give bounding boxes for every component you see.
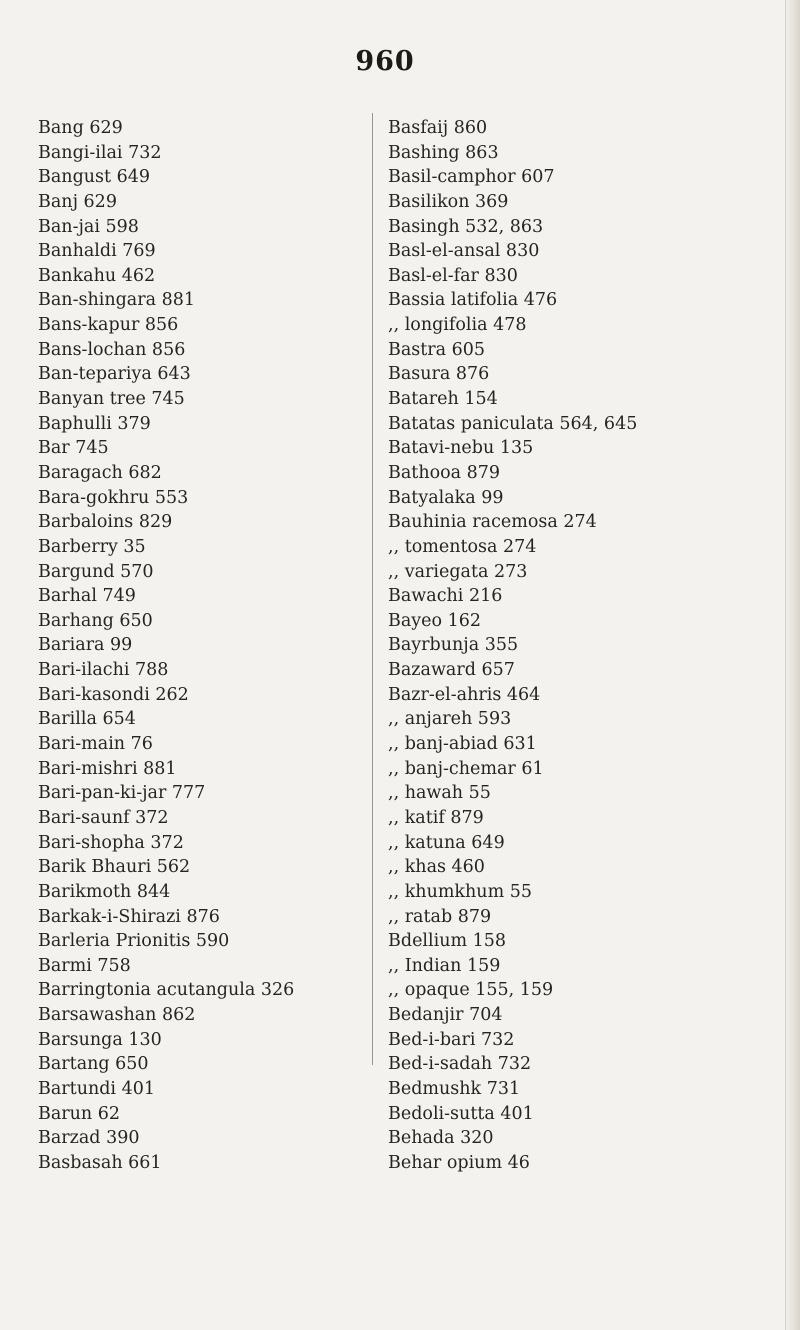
index-entry: Bathooa 879: [388, 462, 501, 483]
column-divider: [372, 113, 373, 1065]
index-entry: Bashing 863: [388, 142, 499, 163]
index-entry: ,, tomentosa 274: [388, 536, 537, 557]
index-entry: Barleria Prionitis 590: [38, 931, 230, 952]
index-entry: ,, hawah 55: [388, 783, 491, 804]
index-entry: Barilla 654: [38, 709, 136, 730]
index-entry: Basilikon 369: [388, 191, 509, 212]
index-entry: Bar 745: [38, 438, 109, 459]
index-entry: Batatas paniculata 564, 645: [388, 413, 638, 434]
index-entry: Bayrbunja 355: [388, 635, 519, 656]
index-entry: Bdellium 158: [388, 931, 507, 952]
index-column-right: [388, 116, 768, 1176]
index-entry: Ban-jai 598: [38, 216, 139, 237]
index-entry: Baragach 682: [38, 462, 162, 483]
index-entry: Barikmoth 844: [38, 881, 171, 902]
index-entry: ,, anjareh 593: [388, 709, 512, 730]
index-entry: Barun 62: [38, 1103, 121, 1124]
index-entry: Bang 629: [38, 118, 123, 138]
index-entry: Basbasah 661: [38, 1152, 162, 1173]
index-entry: Bara-gokhru 553: [38, 487, 189, 508]
index-entry: ,, katuna 649: [388, 832, 505, 853]
index-entry: Bankahu 462: [38, 265, 156, 286]
index-entry: Bari-kasondi 262: [38, 684, 189, 705]
index-entry: Bartang 650: [38, 1054, 149, 1075]
index-entry: Basura 876: [388, 364, 490, 385]
index-entry: Basl-el-ansal 830: [388, 241, 540, 262]
index-entry: Bari-pan-ki-jar 777: [38, 783, 206, 804]
index-entry: Bans-lochan 856: [38, 339, 186, 360]
index-entry: Barmi 758: [38, 955, 131, 976]
index-entry: ,, banj-chemar 61: [388, 758, 544, 779]
index-entry: Barkak-i-Shirazi 876: [38, 906, 220, 927]
index-entry: Basfaij 860: [388, 118, 488, 138]
index-entry: Banyan tree 745: [38, 389, 185, 410]
index-column-left: [38, 116, 368, 1176]
index-entry: Bedanjir 704: [388, 1005, 503, 1026]
index-entry: ,, ratab 879: [388, 906, 492, 927]
index-entry: ,, Indian 159: [388, 955, 501, 976]
index-entry: Barsawashan 862: [38, 1005, 196, 1026]
index-entry: Bedmushk 731: [388, 1078, 521, 1099]
index-entry: Barringtonia acutangula 326: [38, 980, 295, 1001]
index-entry: Batyalaka 99: [388, 487, 504, 508]
index-entry: Barsunga 130: [38, 1029, 162, 1050]
index-entry: Bed-i-sadah 732: [388, 1054, 532, 1075]
index-entry: Basingh 532, 863: [388, 216, 544, 237]
index-entry: Basl-el-far 830: [388, 265, 518, 286]
index-entry: ,, longifolia 478: [388, 315, 527, 336]
index-entry: Barik Bhauri 562: [38, 857, 191, 878]
index-entry: ,, khas 460: [388, 857, 485, 878]
index-entry: Bauhinia racemosa 274: [388, 512, 597, 533]
index-entry: Bans-kapur 856: [38, 315, 179, 336]
index-entry: ,, katif 879: [388, 807, 484, 828]
index-entry: Bangust 649: [38, 167, 151, 188]
index-entry: Bayeo 162: [388, 610, 482, 631]
index-entry: Bargund 570: [38, 561, 154, 582]
index-entry: Barhang 650: [38, 610, 153, 631]
index-entry: Bartundi 401: [38, 1078, 155, 1099]
index-entry: Bari-saunf 372: [38, 807, 169, 828]
index-entry: Bangi-ilai 732: [38, 142, 162, 163]
index-entry: Bawachi 216: [388, 586, 503, 607]
index-entry: ,, banj-abiad 631: [388, 734, 537, 755]
page-number: 960: [355, 46, 415, 77]
index-entry: Bariara 99: [38, 635, 133, 656]
index-entry: Banj 629: [38, 191, 117, 212]
index-entry: Baphulli 379: [38, 413, 151, 434]
index-entry: Behar opium 46: [388, 1152, 530, 1173]
index-entry: Bari-ilachi 788: [38, 660, 169, 681]
index-entry: Bari-main 76: [38, 734, 153, 755]
index-entry: Barzad 390: [38, 1128, 140, 1149]
index-entry: Batareh 154: [388, 389, 498, 410]
index-entry: Barbaloins 829: [38, 512, 173, 533]
index-entry: Bazaward 657: [388, 660, 515, 681]
index-entry: Bari-mishri 881: [38, 758, 177, 779]
index-entry: Bedoli-sutta 401: [388, 1103, 534, 1124]
index-entry: ,, variegata 273: [388, 561, 528, 582]
index-entry: Behada 320: [388, 1128, 494, 1149]
index-entry: Ban-tepariya 643: [38, 364, 191, 385]
index-entry: Barhal 749: [38, 586, 136, 607]
index-entry: Bed-i-bari 732: [388, 1029, 515, 1050]
index-entry: Bazr-el-ahris 464: [388, 684, 541, 705]
index-entry: Batavi-nebu 135: [388, 438, 534, 459]
index-entry: Bassia latifolia 476: [388, 290, 558, 311]
index-entry: ,, khumkhum 55: [388, 881, 532, 902]
index-entry: Bastra 605: [388, 339, 486, 360]
page-edge-shadow: [785, 0, 800, 1330]
index-entry: ,, opaque 155, 159: [388, 980, 554, 1001]
index-entry: Bari-shopha 372: [38, 832, 184, 853]
index-entry: Banhaldi 769: [38, 241, 156, 262]
index-entry: Basil-camphor 607: [388, 167, 555, 188]
index-entry: Barberry 35: [38, 536, 146, 557]
index-entry: Ban-shingara 881: [38, 290, 195, 311]
